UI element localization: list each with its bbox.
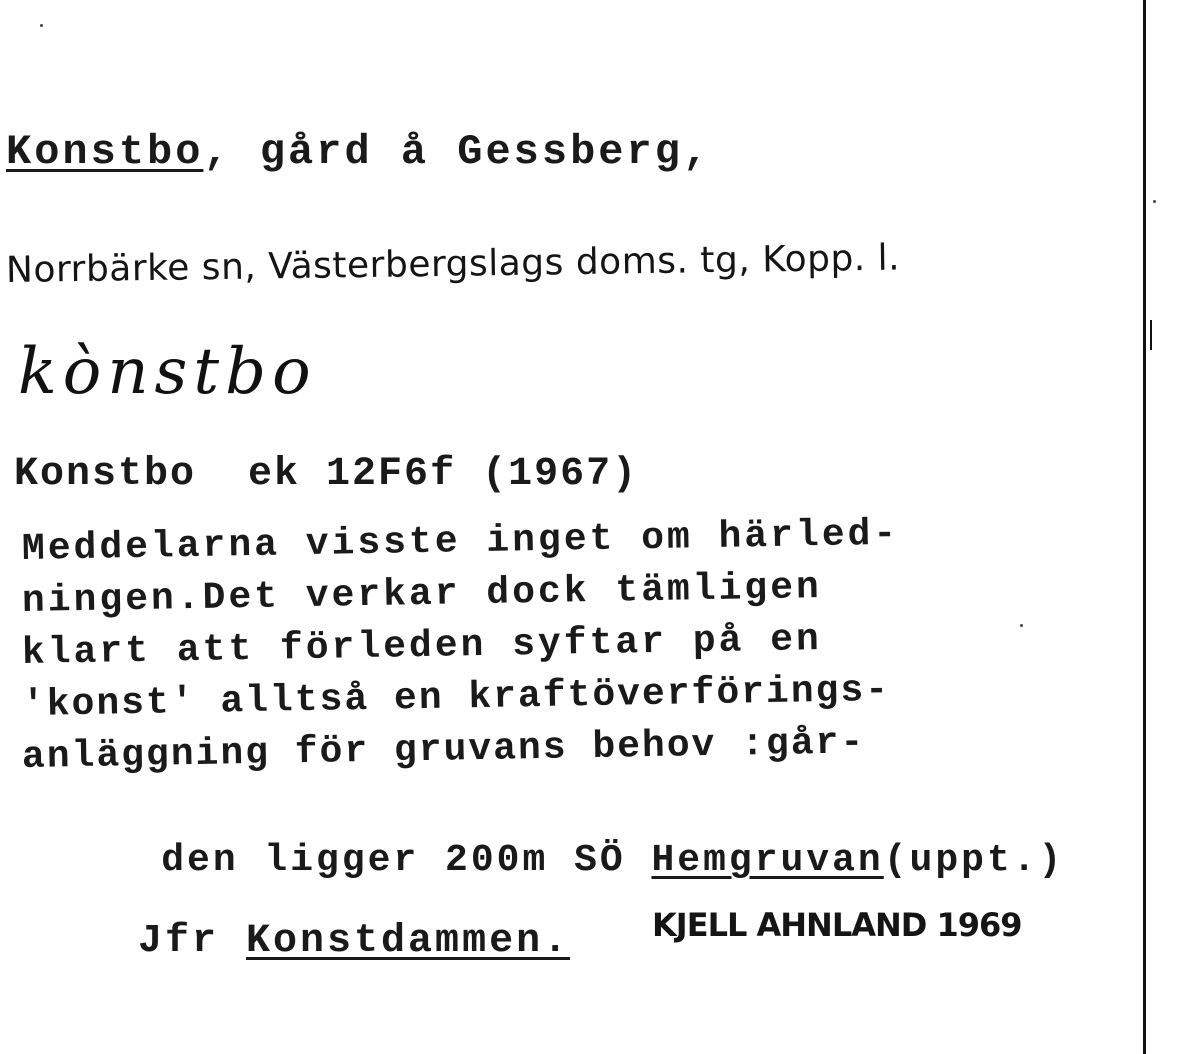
card-edge-line (1143, 0, 1146, 1054)
headword: Konstbo (6, 128, 204, 176)
body-line-5: anläggning för gruvans behov :går- (21, 721, 866, 779)
see-also-prefix: Jfr (138, 919, 247, 964)
handwritten-text: kònstbo (18, 335, 317, 409)
body-line-1: Meddelarna visste inget om härled- (21, 512, 900, 571)
scan-speck (1153, 200, 1156, 203)
body-line-4: 'konst' alltså en kraftöverförings- (21, 668, 891, 727)
source-line: Konstbo ek 12F6f (1967) (14, 452, 639, 497)
handwritten-pronunciation (18, 318, 378, 418)
konstdammen-link[interactable]: Konstdammen. (246, 919, 571, 964)
body-line-6-prefix: den ligger 200m SÖ (161, 839, 652, 882)
scan-speck (1020, 624, 1023, 627)
body-line-3: klart att förleden syftar på en (21, 618, 823, 675)
body-line-2: ningen.Det verkar dock tämligen (21, 566, 823, 623)
see-also-line (30, 874, 570, 1009)
location-line: Norrbärke sn, Västerbergslags doms. tg, Kopp. l. (5, 237, 901, 291)
body-line-6-suffix: (uppt.) (883, 839, 1065, 882)
hemgruvan-link[interactable]: Hemgruvan (651, 839, 884, 882)
scan-speck (40, 24, 43, 27)
card-heading (6, 128, 711, 176)
signature-stamp: KJELL AHNLAND 1969 (652, 906, 1022, 944)
heading-rest: , gård å Gessberg, (203, 128, 712, 176)
card-edge-mark (1150, 320, 1152, 350)
